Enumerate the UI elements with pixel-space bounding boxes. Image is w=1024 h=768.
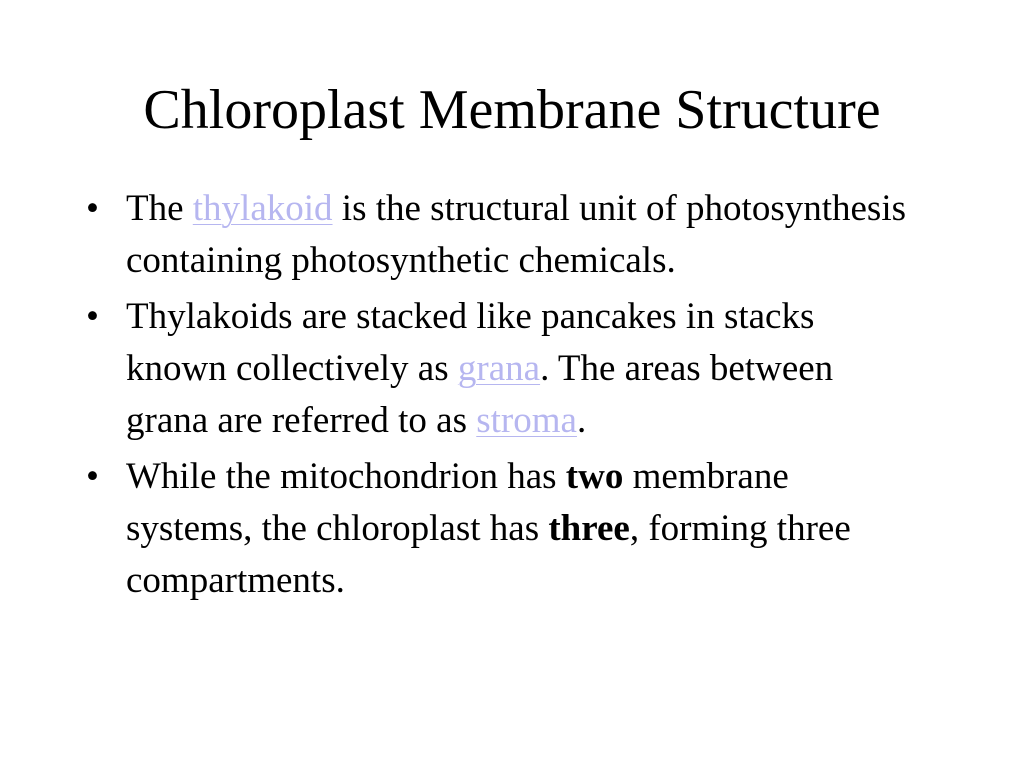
grana-link[interactable]: grana bbox=[457, 348, 541, 389]
thylakoid-link[interactable]: thylakoid bbox=[192, 188, 333, 229]
bullet-item-thylakoid bbox=[86, 183, 916, 287]
bullet-item-membranes bbox=[86, 451, 916, 607]
bullet-text: is the structural unit of photosynthesis containing photosynthetic chemicals. bbox=[126, 188, 906, 281]
bullet-text: The bbox=[126, 188, 193, 229]
bullet-text: . bbox=[576, 400, 587, 441]
bullet-text: , forming three compartments. bbox=[126, 508, 851, 601]
bullet-text: Thylakoids are stacked like pancakes in stacks known collectively as bbox=[126, 296, 815, 389]
bullet-icon: • bbox=[86, 296, 99, 337]
stroma-link[interactable]: stroma bbox=[476, 400, 577, 441]
bullet-text: While the mitochondrion has bbox=[126, 456, 566, 497]
emphasis-two: two bbox=[565, 456, 624, 497]
bullet-item-grana bbox=[86, 291, 916, 447]
bullet-list bbox=[86, 183, 916, 611]
bullet-text: . The areas between grana are referred to as bbox=[126, 348, 834, 441]
bullet-icon: • bbox=[86, 188, 99, 229]
emphasis-three: three bbox=[548, 508, 630, 549]
bullet-icon: • bbox=[86, 456, 99, 497]
slide-title: Chloroplast Membrane Structure bbox=[143, 79, 881, 141]
bullet-text: membrane systems, the chloroplast has bbox=[126, 456, 789, 549]
